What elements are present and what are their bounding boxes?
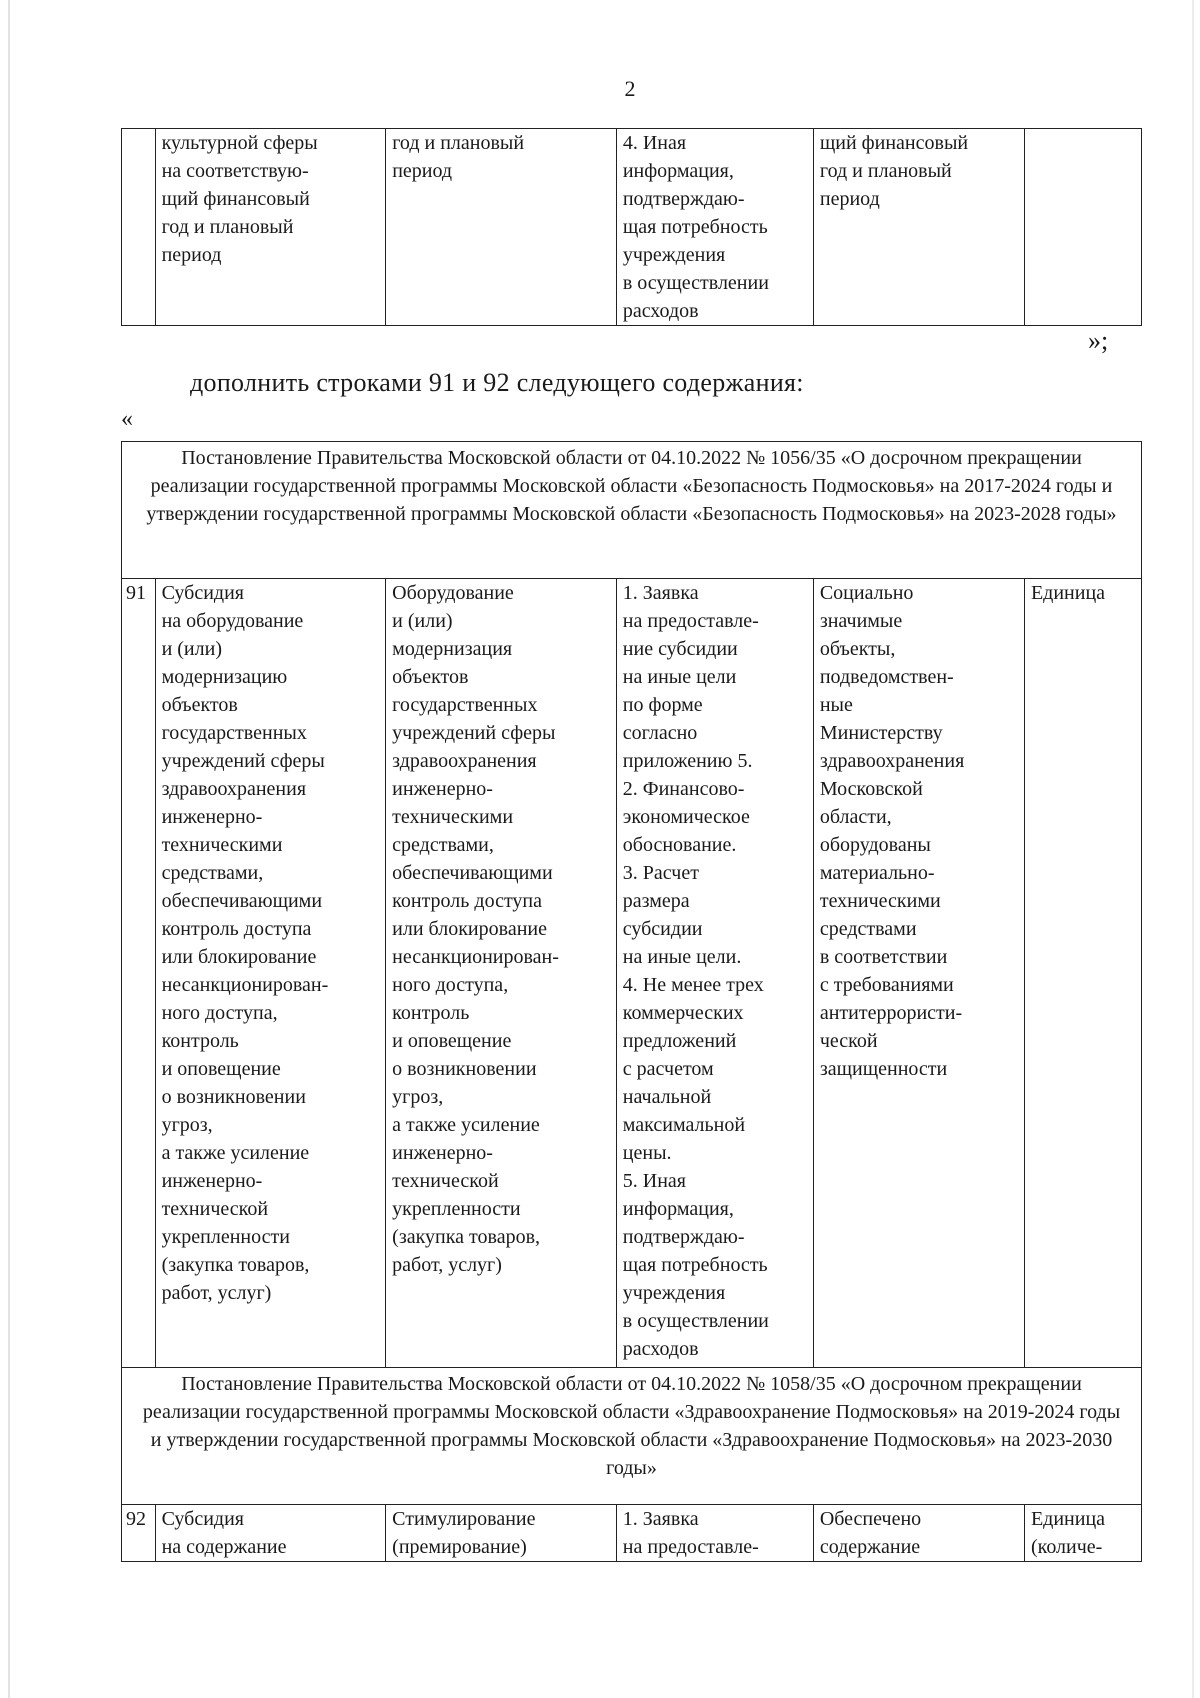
table-cell-result: Обеспечено содержание [813,1505,1024,1562]
table-cell-name: Субсидия на оборудование и (или) модернизацию объектов государственных учреждений сферы здравоохранения инженерно- техническими средствами, обеспечивающими контроль доступа или блокирование несанкционирован- ного доступа, контроль и оповещение о возникновении угроз, а также усиление инженерно- технической укрепленности (закупка товаров, работ, услуг) [155,579,386,1368]
page-number: 2 [624,76,636,101]
table-cell-purpose: Стимулирование (премирование) [386,1505,617,1562]
closing-quote: »; [1088,326,1109,355]
table-row [122,129,1142,326]
section-header-1058-35: Постановление Правительства Московской области от 04.10.2022 № 1058/35 «О досрочном прекращении реализации государственной программы Московской области «Здравоохранение Подмосковья» на 2019-2024 годы и утверждении государственной программы Московской области «Здравоохранение Подмосковья» на 2023-2030 годы» [122,1368,1142,1505]
table-cell-name: культурной сферы на соответствую- щий финансовый год и плановый период [155,129,386,326]
instruction-text: дополнить строками 91 и 92 следующего содержания: [190,368,804,397]
table-cell-documents: 1. Заявка на предоставле- [616,1505,813,1562]
scan-edge-left [8,0,10,1698]
table-cell-unit [1025,129,1142,326]
table-cell-name: Субсидия на содержание [155,1505,386,1562]
table-cell-purpose: год и плановый период [386,129,617,326]
section-header-row [122,442,1142,579]
table-row-91 [122,579,1142,1368]
table-cell-unit: Единица (количе- [1024,1505,1141,1562]
table-cell-purpose: Оборудование и (или) модернизация объектов государственных учреждений сферы здравоохранения инженерно- техническими средствами, обеспечивающими контроль доступа или блокирование несанкционирован- ного доступа, контроль и оповещение о возникновении угроз, а также усиление инженерно- технической укрепленности (закупка товаров, работ, услуг) [386,579,617,1368]
opening-quote: « [121,406,133,432]
table-cell-number [122,129,156,326]
table-cell-documents: 1. Заявка на предоставле- ние субсидии на иные цели по форме согласно приложению 5. 2. Финансово- экономическое обоснование. 3. Расчет размера субсидии на иные цели. 4. Не менее трех коммерческих предложений с расчетом начальной максимальной цены. 5. Иная информация, подтверждаю- щая потребность учреждения в осуществлении расходов [616,579,813,1368]
table-cell-result: Социально значимые объекты, подведомствен- ные Министерству здравоохранения Московской области, оборудованы материально- техническими средствами в соответствии с требованиями антитеррористи- ческой защищенности [813,579,1024,1368]
scan-edge-right [1192,0,1194,1698]
section-header-row [122,1368,1142,1505]
continued-table [121,128,1142,326]
table-row-92 [122,1505,1142,1562]
table-cell-result: щий финансовый год и плановый период [813,129,1024,326]
new-rows-table [121,441,1142,1562]
table-cell-documents: 4. Иная информация, подтверждаю- щая потребность учреждения в осуществлении расходов [616,129,813,326]
row-number: 91 [122,579,156,1368]
table-cell-unit: Единица [1024,579,1141,1368]
section-header-1056-35: Постановление Правительства Московской области от 04.10.2022 № 1056/35 «О досрочном прекращении реализации государственной программы Московской области «Безопасность Подмосковья» на 2017-2024 годы и утверждении государственной программы Московской области «Безопасность Подмосковья» на 2023-2028 годы» [122,442,1142,579]
row-number: 92 [122,1505,156,1562]
